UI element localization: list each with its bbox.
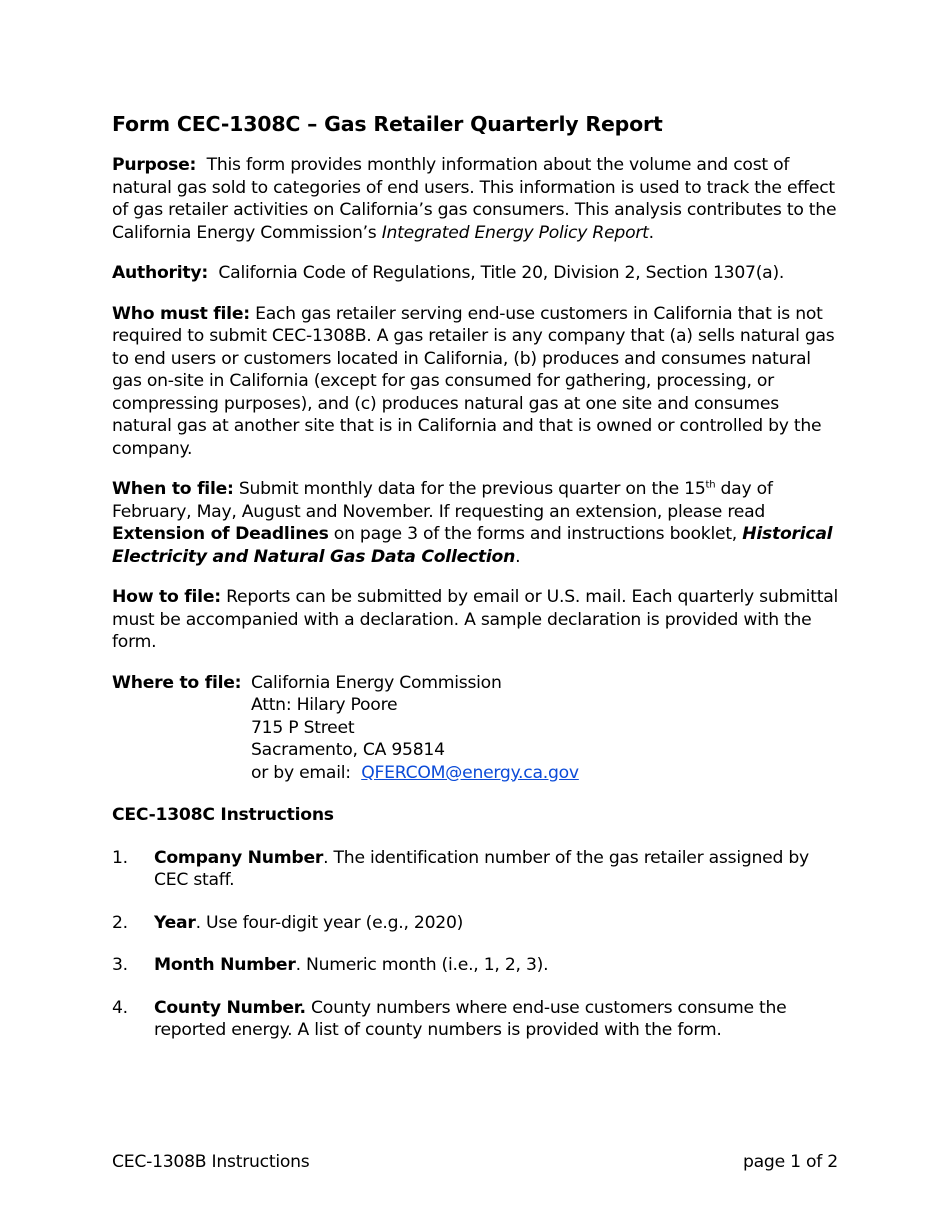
when-superscript: th xyxy=(705,479,716,491)
when-text-1: Submit monthly data for the previous quarter on the 15 xyxy=(238,479,706,499)
when-label: When to file: xyxy=(112,479,234,499)
booklet-title: Historical Electricity and Natural Gas Data Collection xyxy=(112,524,833,567)
item-number: 1. xyxy=(112,847,128,868)
authority-section xyxy=(112,262,842,285)
purpose-label: Purpose: xyxy=(112,155,197,175)
when-text-4: . xyxy=(515,546,521,567)
instruction-item xyxy=(112,912,842,935)
item-label: Company Number xyxy=(154,847,324,868)
item-label: Year xyxy=(154,912,196,933)
where-label: Where to file: xyxy=(112,672,242,693)
item-text: County numbers where end-use customers consume the reported energy. A list of county numbers is provided with the form. xyxy=(154,997,787,1040)
how-text: Reports can be submitted by email or U.S. mail. Each quarterly submittal must be accompanied with a declaration. A sample declaration is provided with the form. xyxy=(112,587,838,652)
purpose-text: This form provides monthly information about the volume and cost of natural gas sold to categories of end users. This information is used to track the effect of gas retailer activities on California’s gas consumers. This analysis contributes to the California Energy Commission’s xyxy=(112,155,837,243)
address-line: Attn: Hilary Poore xyxy=(251,695,398,715)
purpose-section xyxy=(112,154,842,244)
authority-label: Authority: xyxy=(112,263,208,283)
extension-deadlines: Extension of Deadlines xyxy=(112,524,329,544)
instructions-heading: CEC-1308C Instructions xyxy=(112,805,334,825)
email-link[interactable]: QFERCOM@energy.ca.gov xyxy=(361,762,579,783)
item-text: . Use four-digit year (e.g., 2020) xyxy=(195,912,464,933)
purpose-end: . xyxy=(648,222,654,243)
item-text: . The identification number of the gas retailer assigned by CEC staff. xyxy=(154,847,809,890)
page-footer xyxy=(112,1152,838,1172)
page-title: Form CEC-1308C – Gas Retailer Quarterly Report xyxy=(112,112,663,136)
when-text-2: day of February, May, August and November. If requesting an extension, please read xyxy=(112,479,773,522)
how-label: How to file: xyxy=(112,587,221,607)
when-section xyxy=(112,478,842,568)
document-page xyxy=(112,112,842,1062)
item-label: County Number. xyxy=(154,997,306,1018)
address-line: 715 P Street xyxy=(251,717,355,738)
instruction-item xyxy=(112,847,842,892)
address-block xyxy=(251,672,579,785)
when-text-3: on page 3 of the forms and instructions booklet, xyxy=(328,524,743,544)
authority-text: California Code of Regulations, Title 20, Division 2, Section 1307(a). xyxy=(218,263,785,283)
who-text: Each gas retailer serving end-use customers in California that is not required to submit CEC-1308B. A gas retailer is any company that (a) sells natural gas to end users or customers located in California, (b) produces and consumes natural gas on-site in California (except for gas consumed for gathering, processing, or compressing purposes), and (c) produces natural gas at one site and consumes natural gas at another site that is in California and that is owned or controlled by the company. xyxy=(112,303,835,459)
item-number: 3. xyxy=(112,955,128,975)
email-line xyxy=(251,762,579,785)
address-line: Sacramento, CA 95814 xyxy=(251,740,445,760)
address-line: California Energy Commission xyxy=(251,672,502,693)
how-section xyxy=(112,586,842,654)
page-number: page 1 of 2 xyxy=(742,1152,838,1172)
item-number: 2. xyxy=(112,912,128,933)
item-number: 4. xyxy=(112,997,128,1018)
item-label: Month Number xyxy=(154,955,296,975)
instruction-item xyxy=(112,954,842,977)
item-text: . Numeric month (i.e., 1, 2, 3). xyxy=(295,955,549,975)
instruction-item xyxy=(112,997,842,1042)
purpose-report-title: Integrated Energy Policy Report xyxy=(381,222,649,243)
who-section xyxy=(112,303,842,461)
who-label: Who must file: xyxy=(112,303,250,324)
footer-left: CEC-1308B Instructions xyxy=(112,1152,310,1172)
where-section xyxy=(112,672,842,785)
email-prefix: or by email: xyxy=(251,762,351,783)
